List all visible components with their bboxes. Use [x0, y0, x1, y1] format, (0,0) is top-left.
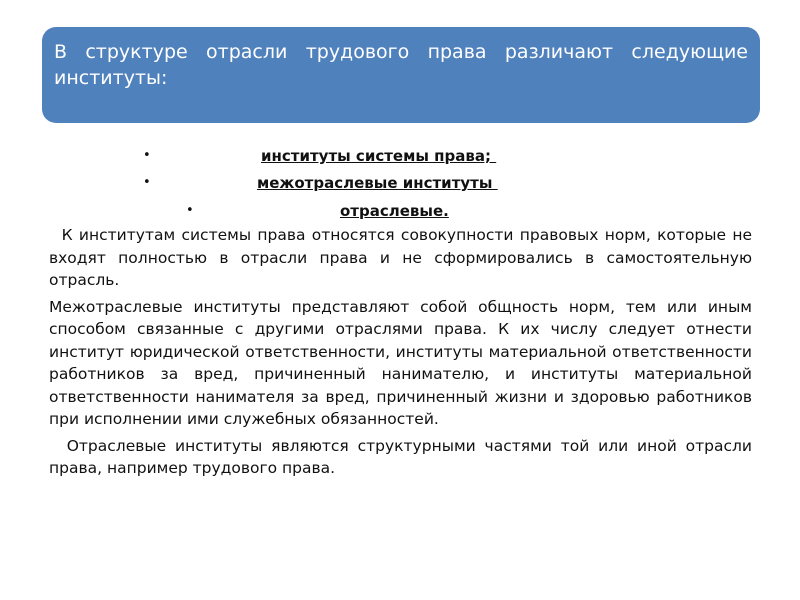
bullet-item-3: отраслевые.	[340, 202, 449, 220]
bullet-item-2: межотраслевые институты	[257, 174, 498, 192]
bullet-item-1: институты системы права;	[261, 147, 497, 165]
body-text	[49, 224, 757, 484]
bullet-dot: •	[143, 148, 151, 163]
paragraph-2: Межотраслевые институты представляют собой общность норм, тем или иным способом связанные с другими отраслями права. К их числу следует отнести институт юридической ответственности, институты материальной ответственности работников за вред, причиненный нанимателю, и институты материальной ответственности нанимателя за вред, причиненный жизни и здоровью работников при исполнении ими служебных обязанностей.	[49, 297, 752, 428]
slide-title: В структуре отрасли трудового права различают следующие институты:	[54, 41, 748, 89]
bullet-dot: •	[186, 203, 194, 218]
paragraph-3: Отраслевые институты являются структурными частями той или иной отрасли права, например трудового права.	[49, 436, 757, 477]
paragraph-1: К институтам системы права относятся совокупности правовых норм, которые не входят полностью в отрасли права и не сформировались в самостоятельную отрасль.	[49, 226, 757, 289]
title-box	[42, 27, 760, 123]
bullet-dot: •	[143, 175, 151, 190]
